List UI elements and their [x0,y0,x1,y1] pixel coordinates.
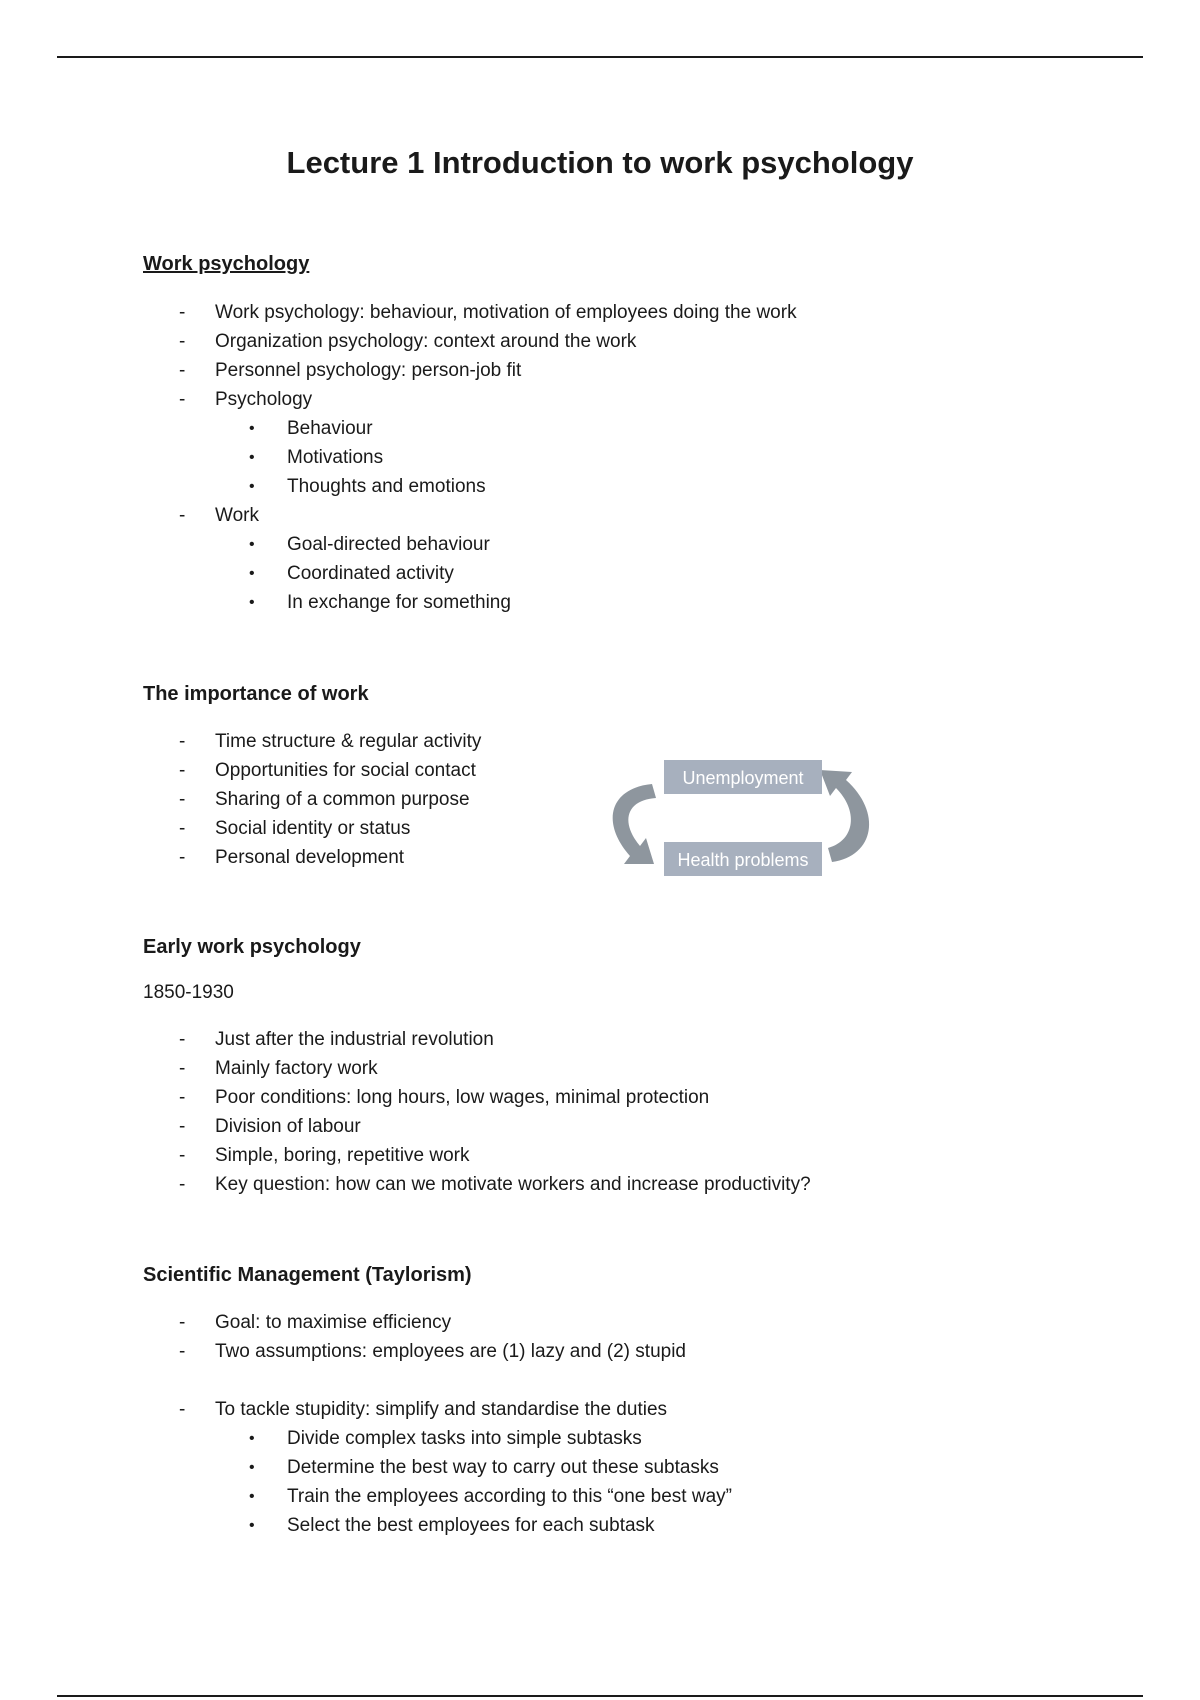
cycle-arrow-left [613,784,656,864]
list-spacer [143,1366,732,1395]
list-item-text: Sharing of a common purpose [215,789,470,810]
list-item-text: Goal: to maximise efficiency [215,1312,452,1333]
list-item-text: Two assumptions: employees are (1) lazy and (2) stupid [215,1341,686,1362]
list-item [143,814,481,843]
section-early-work-psychology [143,936,361,959]
dash-marker: - [179,1341,186,1362]
list-item-text: Mainly factory work [215,1058,378,1079]
dash-marker: - [179,731,186,752]
bullet-marker: • [249,478,255,495]
sub-list-item [143,559,797,588]
bottom-rule [57,1695,1143,1697]
list-item-text: Goal-directed behaviour [287,534,490,555]
list-item-text: Time structure & regular activity [215,731,482,752]
list-item [143,298,797,327]
top-rule [57,56,1143,58]
list-item-text: Personal development [215,847,405,868]
page-title: Lecture 1 Introduction to work psychology [286,145,914,180]
sub-list-item [143,588,797,617]
sub-list-item [143,1482,732,1511]
health-problems-label: Health problems [677,850,809,870]
list-item [143,1083,811,1112]
sub-list-item [143,530,797,559]
unemployment-health-cycle-diagram [600,752,890,882]
list-item-text: Opportunities for social contact [215,760,476,781]
bullet-marker: • [249,536,255,553]
list-item [143,1025,811,1054]
sub-list-item [143,443,797,472]
list-item [143,727,481,756]
bullet-marker: • [249,1430,255,1447]
dash-marker: - [179,789,186,810]
list-item-text: Train the employees according to this “one best way” [287,1486,732,1507]
bullet-marker: • [249,420,255,437]
work-psychology-list [143,298,797,617]
bullet-marker: • [249,449,255,466]
list-item [143,1395,732,1424]
dash-marker: - [179,818,186,839]
dash-marker: - [179,847,186,868]
unemployment-label: Unemployment [682,768,804,788]
list-item [143,1112,811,1141]
list-item [143,785,481,814]
cycle-arrow-right [820,770,869,862]
section-heading: Work psychology [143,253,310,275]
dash-marker: - [179,1116,186,1137]
list-item-text: Thoughts and emotions [287,476,486,497]
list-item-text: Behaviour [287,418,373,439]
list-item-text: Poor conditions: long hours, low wages, minimal protection [215,1087,710,1108]
list-item [143,1308,732,1337]
list-item [143,356,797,385]
list-item [143,843,481,872]
sub-list-item [143,472,797,501]
section-heading: Early work psychology [143,936,361,958]
list-item-text: Work psychology: behaviour, motivation of employees doing the work [215,302,797,323]
list-item-text: In exchange for something [287,592,511,613]
list-item-text: Simple, boring, repetitive work [215,1145,470,1166]
dash-marker: - [179,1029,186,1050]
list-item [143,1141,811,1170]
list-item-text: To tackle stupidity: simplify and standardise the duties [215,1399,668,1420]
list-item [143,501,797,530]
dash-marker: - [179,760,186,781]
section-importance-of-work [143,683,369,706]
bullet-marker: • [249,594,255,611]
dash-marker: - [179,1399,186,1420]
list-item [143,1054,811,1083]
list-item-text: Work [215,505,259,526]
dash-marker: - [179,1174,186,1195]
sub-list-item [143,1511,732,1540]
section-heading: The importance of work [143,683,369,705]
bullet-marker: • [249,565,255,582]
list-item [143,756,481,785]
list-item-text: Psychology [215,389,313,410]
sub-list-item [143,1453,732,1482]
list-item-text: Personnel psychology: person-job fit [215,360,522,381]
sub-list-item [143,414,797,443]
dash-marker: - [179,1087,186,1108]
section-work-psychology [143,253,309,276]
early-list [143,1025,811,1199]
dash-marker: - [179,389,186,410]
list-item [143,1170,811,1199]
bullet-marker: • [249,1488,255,1505]
scientific-list [143,1308,732,1540]
list-item-text: Social identity or status [215,818,411,839]
bullet-marker: • [249,1517,255,1534]
list-item [143,327,797,356]
dash-marker: - [179,302,186,323]
list-item-text: Determine the best way to carry out these subtasks [287,1457,719,1478]
list-item-text: Organization psychology: context around the work [215,331,637,352]
list-item-text: Division of labour [215,1116,361,1137]
list-item-text: Select the best employees for each subtask [287,1515,655,1536]
list-item-text: Divide complex tasks into simple subtasks [287,1428,642,1449]
dash-marker: - [179,360,186,381]
list-item-text: Just after the industrial revolution [215,1029,494,1050]
list-item [143,1337,732,1366]
list-item [143,385,797,414]
list-item-text: Coordinated activity [287,563,454,584]
period-text: 1850-1930 [143,982,234,1003]
dash-marker: - [179,505,186,526]
sub-list-item [143,1424,732,1453]
list-item-text: Key question: how can we motivate workers and increase productivity? [215,1174,811,1195]
section-heading: Scientific Management (Taylorism) [143,1264,472,1286]
dash-marker: - [179,331,186,352]
dash-marker: - [179,1145,186,1166]
section-scientific-management [143,1264,472,1287]
dash-marker: - [179,1058,186,1079]
list-item-text: Motivations [287,447,384,468]
dash-marker: - [179,1312,186,1333]
bullet-marker: • [249,1459,255,1476]
importance-list [143,727,481,872]
